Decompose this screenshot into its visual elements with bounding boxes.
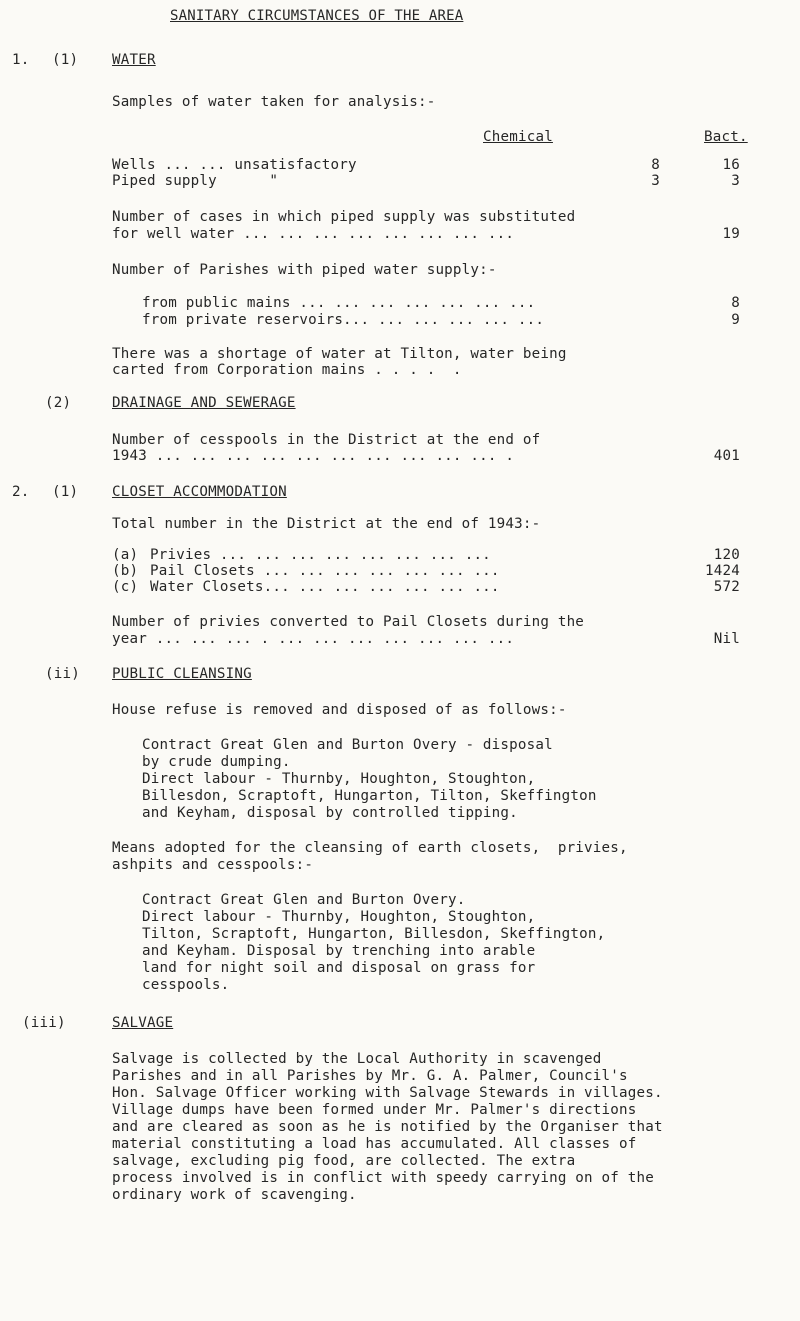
refuse-line-5: and Keyham, disposal by controlled tipping. <box>142 805 518 821</box>
cleansing-heading: PUBLIC CLEANSING <box>112 666 252 682</box>
wells-label: Wells ... ... unsatisfactory <box>112 157 357 173</box>
parishes-intro: Number of Parishes with piped water supply:- <box>112 262 497 278</box>
salvage-line-7: salvage, excluding pig food, are collected. The extra <box>112 1153 576 1169</box>
refuse-line-4: Billesdon, Scraptoft, Hungarton, Tilton, Skeffington <box>142 788 597 804</box>
closet-heading: CLOSET ACCOMMODATION <box>112 484 287 500</box>
page-title: SANITARY CIRCUMSTANCES OF THE AREA <box>170 8 464 24</box>
refuse-line-1: Contract Great Glen and Burton Overy - disposal <box>142 737 553 753</box>
converted-value: Nil <box>713 631 740 647</box>
salvage-line-8: process involved is in conflict with speedy carrying on of the <box>112 1170 654 1186</box>
substituted-value: 19 <box>722 226 740 242</box>
means-detail-3: Tilton, Scraptoft, Hungarton, Billesdon, Skeffington, <box>142 926 606 942</box>
privies-letter: (a) <box>112 547 139 563</box>
wells-chemical: 8 <box>651 157 660 173</box>
shortage-line2: carted from Corporation mains . . . . . <box>112 362 462 378</box>
privies-value: 120 <box>713 547 740 563</box>
means-detail-6: cesspools. <box>142 977 230 993</box>
means-line2: ashpits and cesspools:- <box>112 857 314 873</box>
refuse-line-2: by crude dumping. <box>142 754 291 770</box>
piped-chemical: 3 <box>651 173 660 189</box>
piped-bact: 3 <box>731 173 740 189</box>
drainage-heading: DRAINAGE AND SEWERAGE <box>112 395 296 411</box>
public-mains-label: from public mains ... ... ... ... ... ... ... <box>142 295 536 311</box>
private-reservoirs-value: 9 <box>731 312 740 328</box>
salvage-heading: SALVAGE <box>112 1015 174 1031</box>
item-number-1: 1. <box>12 52 30 68</box>
salvage-line-9: ordinary work of scavenging. <box>112 1187 357 1203</box>
water-closets-letter: (c) <box>112 579 139 595</box>
private-reservoirs-label: from private reservoirs... ... ... ... ... ... <box>142 312 545 328</box>
pail-closets-label: Pail Closets ... ... ... ... ... ... ... <box>150 563 500 579</box>
converted-line1: Number of privies converted to Pail Closets during the <box>112 614 585 630</box>
closet-intro: Total number in the District at the end of 1943:- <box>112 516 541 532</box>
water-closets-value: 572 <box>713 579 740 595</box>
drainage-sub-number: (2) <box>45 395 72 411</box>
water-heading: WATER <box>112 52 156 68</box>
means-detail-4: and Keyham. Disposal by trenching into arable <box>142 943 536 959</box>
col-chemical: Chemical <box>483 129 553 145</box>
item-number-2: 2. <box>12 484 30 500</box>
col-bact: Bact. <box>704 129 748 145</box>
pail-closets-value: 1424 <box>705 563 740 579</box>
substituted-line1: Number of cases in which piped supply was substituted <box>112 209 576 225</box>
salvage-line-2: Parishes and in all Parishes by Mr. G. A. Palmer, Council's <box>112 1068 628 1084</box>
privies-label: Privies ... ... ... ... ... ... ... ... <box>150 547 491 563</box>
salvage-line-6: material constituting a load has accumulated. All classes of <box>112 1136 637 1152</box>
cesspools-line2: 1943 ... ... ... ... ... ... ... ... ... ... . <box>112 448 515 464</box>
samples-intro: Samples of water taken for analysis:- <box>112 94 436 110</box>
substituted-line2: for well water ... ... ... ... ... ... ... ... <box>112 226 515 242</box>
salvage-line-4: Village dumps have been formed under Mr. Palmer's directions <box>112 1102 637 1118</box>
piped-label: Piped supply " <box>112 173 279 189</box>
wells-bact: 16 <box>722 157 740 173</box>
shortage-line1: There was a shortage of water at Tilton, water being <box>112 346 567 362</box>
closet-sub-number: (1) <box>52 484 79 500</box>
salvage-line-5: and are cleared as soon as he is notified by the Organiser that <box>112 1119 663 1135</box>
salvage-line-1: Salvage is collected by the Local Authority in scavenged <box>112 1051 602 1067</box>
means-line1: Means adopted for the cleansing of earth closets, privies, <box>112 840 628 856</box>
refuse-intro: House refuse is removed and disposed of as follows:- <box>112 702 567 718</box>
salvage-line-3: Hon. Salvage Officer working with Salvage Stewards in villages. <box>112 1085 663 1101</box>
water-sub-number: (1) <box>52 52 79 68</box>
cesspools-line1: Number of cesspools in the District at the end of <box>112 432 541 448</box>
water-closets-label: Water Closets... ... ... ... ... ... ... <box>150 579 500 595</box>
means-detail-2: Direct labour - Thurnby, Houghton, Stoughton, <box>142 909 536 925</box>
public-mains-value: 8 <box>731 295 740 311</box>
salvage-sub-number: (iii) <box>22 1015 66 1031</box>
cleansing-sub-number: (ii) <box>45 666 80 682</box>
refuse-line-3: Direct labour - Thurnby, Houghton, Stoughton, <box>142 771 536 787</box>
converted-line2: year ... ... ... . ... ... ... ... ... ... ... <box>112 631 515 647</box>
cesspools-value: 401 <box>713 448 740 464</box>
means-detail-5: land for night soil and disposal on grass for <box>142 960 536 976</box>
means-detail-1: Contract Great Glen and Burton Overy. <box>142 892 466 908</box>
pail-closets-letter: (b) <box>112 563 139 579</box>
